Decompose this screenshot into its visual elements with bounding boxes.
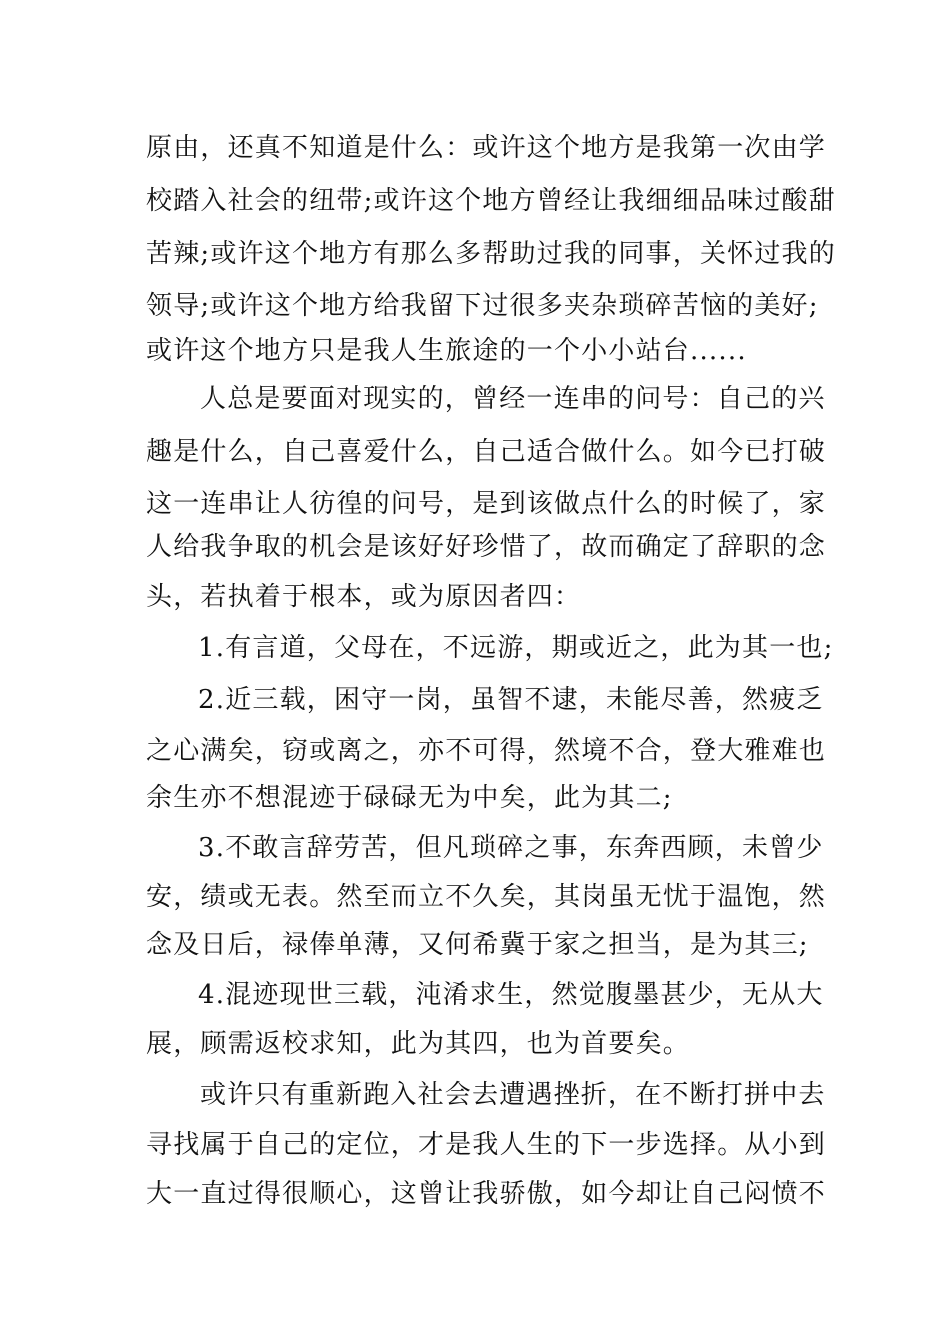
text-line: 领导;或许这个地方给我留下过很多夹杂琐碎苦恼的美好; [146, 291, 819, 321]
text-line: 人总是要面对现实的，曾经一连串的问号：自己的兴 [200, 384, 826, 414]
text-line: 展，顾需返校求知，此为其四，也为首要矣。 [146, 1029, 691, 1059]
text-line: 之心满矣，窃或离之，亦不可得，然境不合，登大雅难也 [146, 736, 827, 766]
text-line: 这一连串让人彷徨的问号，是到该做点什么的时候了，家 [146, 489, 827, 519]
text-line: 趣是什么，自己喜爱什么，自己适合做什么。如今已打破 [146, 437, 827, 467]
text-line: 安，绩或无表。然至而立不久矣，其岗虽无忧于温饱，然 [146, 882, 827, 912]
text-line: 或许这个地方只是我人生旅途的一个小小站台...... [146, 336, 747, 366]
text-line: 人给我争取的机会是该好好珍惜了，故而确定了辞职的念 [146, 532, 827, 562]
text-line: 校踏入社会的纽带;或许这个地方曾经让我细细品味过酸甜 [146, 186, 836, 216]
text-line: 或许只有重新跑入社会去遭遇挫折，在不断打拼中去 [200, 1080, 826, 1110]
text-line: 大一直过得很顺心，这曾让我骄傲，如今却让自己闷愤不 [146, 1179, 827, 1209]
text-line: 头，若执着于根本，或为原因者四： [146, 582, 582, 612]
text-line: 苦辣;或许这个地方有那么多帮助过我的同事，关怀过我的 [146, 239, 836, 269]
text-line: 4.混迹现世三载，沌淆求生，然觉腹墨甚少，无从大 [198, 980, 824, 1010]
text-line: 3.不敢言辞劳苦，但凡琐碎之事，东奔西顾，未曾少 [198, 833, 824, 863]
text-line: 2.近三载，困守一岗，虽智不逮，未能尽善，然疲乏 [198, 685, 824, 715]
text-line: 余生亦不想混迹于碌碌无为中矣，此为其二; [146, 783, 673, 813]
text-line: 寻找属于自己的定位，才是我人生的下一步选择。从小到 [146, 1130, 827, 1160]
text-line: 1.有言道，父母在，不远游，期或近之，此为其一也; [198, 633, 834, 663]
text-line: 念及日后，禄俸单薄，又何希冀于家之担当，是为其三; [146, 930, 809, 960]
text-line: 原由，还真不知道是什么：或许这个地方是我第一次由学 [146, 133, 827, 163]
